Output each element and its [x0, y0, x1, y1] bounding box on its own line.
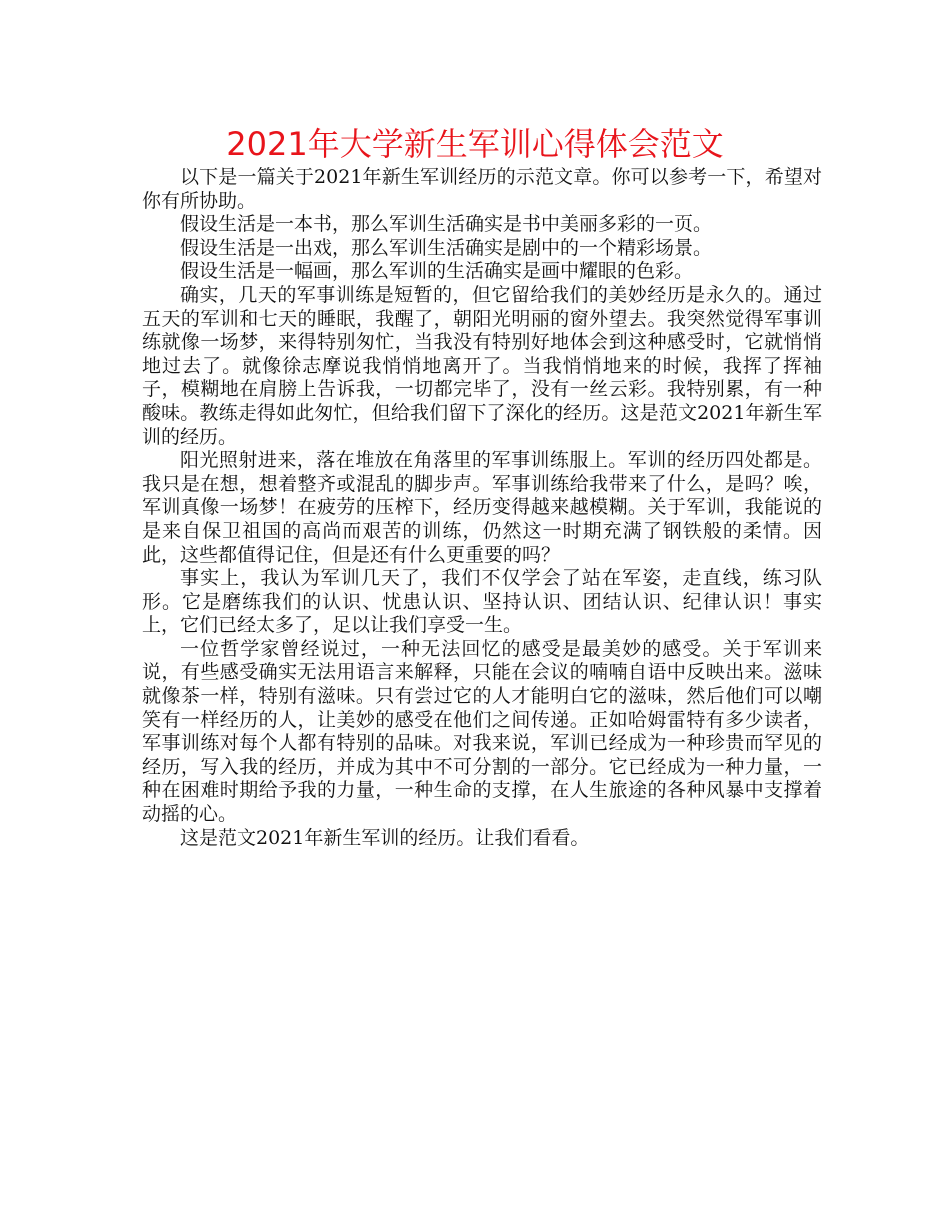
document-title: 2021年大学新生军训心得体会范文 [226, 125, 724, 163]
paragraph-philosopher: 一位哲学家曾经说过，一种无法回忆的感受是最美妙的感受。关于军训来说，有些感受确实无法用语言来解释，只能在会议的喃喃自语中反映出来。滋味就像茶一样，特别有滋味。只有尝过它的人才能明白它的滋味，然后他们可以嘲笑有一样经历的人，让美妙的感受在他们之间传递。正如哈姆雷特有多少读者，军事训练对每个人都有特别的品味。对我来说，军训已经成为一种珍贵而罕见的经历，写入我的经历，并成为其中不可分割的一部分。它已经成为一种力量，一种在困难时期给予我的力量，一种生命的支撑，在人生旅途的各种风暴中支撑着动摇的心。 [142, 637, 822, 826]
paragraph-painting: 假设生活是一幅画，那么军训的生活确实是画中耀眼的色彩。 [180, 260, 694, 283]
paragraph-closing: 这是范文2021年新生军训的经历。让我们看看。 [180, 826, 590, 849]
paragraph-lessons: 事实上，我认为军训几天了，我们不仅学会了站在军姿，走直线，练习队形。它是磨练我们的认识、忧患认识、坚持认识、团结认识、纪律认识！事实上，它们已经太多了，足以让我们享受一生。 [142, 567, 822, 637]
paragraph-short-training: 确实，几天的军事训练是短暂的，但它留给我们的美妙经历是永久的。通过五天的军训和七天的睡眠，我醒了，朝阳光明丽的窗外望去。我突然觉得军事训练就像一场梦，来得特别匆忙，当我没有特别好地体会到这种感受时，它就悄悄地过去了。就像徐志摩说我悄悄地离开了。当我悄悄地来的时候，我挥了挥袖子，模糊地在肩膀上告诉我，一切都完毕了，没有一丝云彩。我特别累，有一种酸味。教练走得如此匆忙，但给我们留下了深化的经历。这是范文2021年新生军训的经历。 [142, 283, 822, 448]
paragraph-book: 假设生活是一本书，那么军训生活确实是书中美丽多彩的一页。 [180, 213, 713, 236]
paragraph-sunlight: 阳光照射进来，落在堆放在角落里的军事训练服上。军训的经历四处都是。我只是在想，想着整齐或混乱的脚步声。军事训练给我带来了什么，是吗？唉，军训真像一场梦！在疲劳的压榨下，经历变得越来越模糊。关于军训，我能说的是来自保卫祖国的高尚而艰苦的训练，仍然这一时期充满了钢铁般的柔情。因此，这些都值得记住，但是还有什么更重要的吗？ [142, 449, 822, 566]
paragraph-intro: 以下是一篇关于2021年新生军训经历的示范文章。你可以参考一下，希望对你有所协助。 [142, 166, 822, 212]
document-body [142, 166, 822, 850]
paragraph-play: 假设生活是一出戏，那么军训生活确实是剧中的一个精彩场景。 [180, 236, 713, 259]
